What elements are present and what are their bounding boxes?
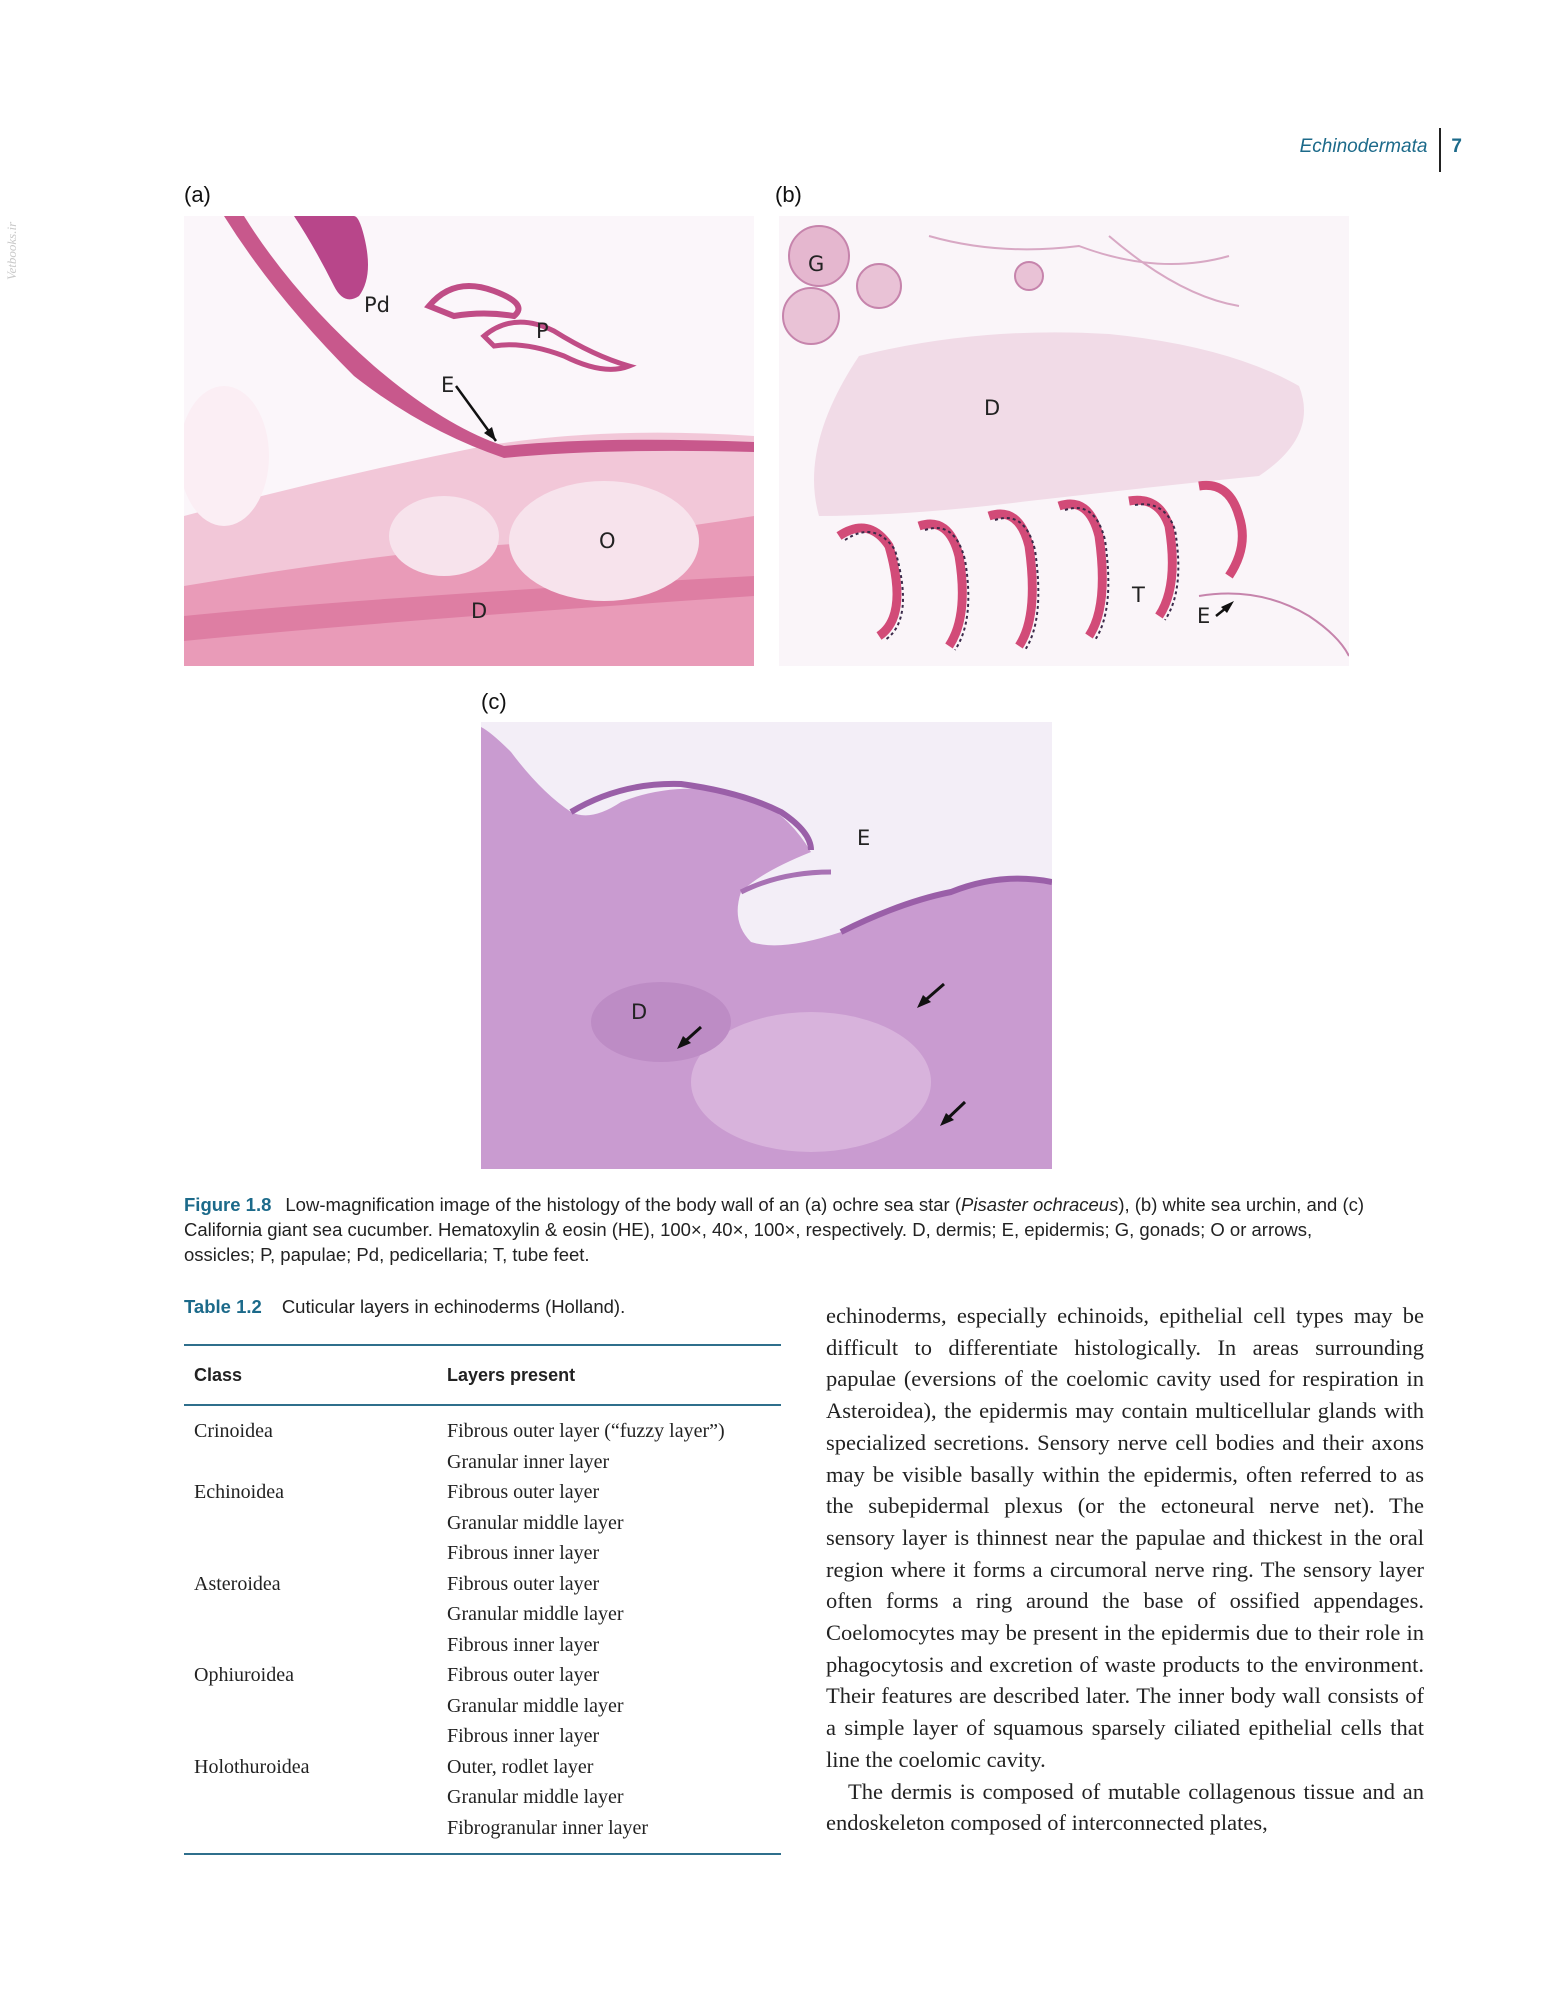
header-layers-present: Layers present <box>447 1364 576 1385</box>
annotation-d: D <box>984 396 1001 420</box>
cuticular-layers-table <box>184 1344 781 1855</box>
annotation-e: E <box>857 826 871 850</box>
panel-a-micrograph <box>184 216 754 666</box>
watermark: Vetbooks.ir <box>4 221 19 280</box>
table-title-text: Cuticular layers in echinoderms (Holland). <box>281 1296 626 1317</box>
layer-item: Granular middle layer <box>447 1603 624 1625</box>
table-row <box>184 1477 781 1569</box>
table-row <box>184 1660 781 1752</box>
page-number: 7 <box>1451 136 1462 157</box>
class-cell: Echinoidea <box>194 1481 284 1503</box>
annotation-t: T <box>1132 583 1145 607</box>
layers-cell <box>447 1477 781 1569</box>
layer-item: Fibrogranular inner layer <box>447 1816 649 1839</box>
annotation-e: E <box>1197 604 1211 628</box>
annotation-o: O <box>599 529 616 553</box>
layer-item: Fibrous outer layer (“fuzzy layer”) <box>447 1420 725 1442</box>
layer-item: Fibrous outer layer <box>447 1481 600 1503</box>
layer-item: Granular middle layer <box>447 1786 624 1808</box>
layers-cell <box>447 1660 781 1752</box>
panel-b-label: (b) <box>775 182 802 207</box>
table-row <box>184 1416 781 1477</box>
layer-item: Fibrous inner layer <box>447 1633 600 1656</box>
layer-item: Fibrous outer layer <box>447 1664 600 1686</box>
table-row <box>184 1752 781 1844</box>
table-title <box>184 1296 625 1318</box>
annotation-d: D <box>631 1000 648 1024</box>
layer-item: Granular inner layer <box>447 1450 610 1473</box>
class-cell: Asteroidea <box>194 1572 281 1595</box>
panel-b-image <box>779 216 1349 666</box>
class-cell: Ophiuroidea <box>194 1664 294 1686</box>
table-label: Table 1.2 <box>184 1296 262 1317</box>
layer-item: Outer, rodlet layer <box>447 1755 594 1778</box>
body-paragraph: The dermis is composed of mutable collagenous tissue and an endoskeleton composed of interconnected plates, <box>826 1778 1424 1836</box>
annotation-pd: Pd <box>364 293 390 317</box>
layer-item: Fibrous inner layer <box>447 1725 600 1747</box>
layers-cell <box>447 1752 781 1844</box>
layer-item: Fibrous outer layer <box>447 1572 600 1595</box>
layers-cell <box>447 1416 781 1477</box>
table-body <box>184 1406 781 1853</box>
table-bottom-rule <box>184 1853 781 1855</box>
running-header-title: Echinodermata <box>1299 136 1428 157</box>
panel-a-label: (a) <box>184 182 211 207</box>
layer-item: Granular middle layer <box>447 1511 624 1534</box>
caption-text-1: Low-magnification image of the histology of the body wall of an (a) ochre sea star ( <box>285 1194 961 1215</box>
panel-c-label: (c) <box>481 689 507 714</box>
class-cell: Holothuroidea <box>194 1755 310 1778</box>
body-text-column <box>826 1300 1424 1839</box>
header-class: Class <box>194 1364 243 1385</box>
panel-a-image <box>184 216 754 666</box>
panel-b-micrograph <box>779 216 1349 666</box>
panel-c-image <box>481 722 1052 1169</box>
class-cell: Crinoidea <box>194 1420 273 1442</box>
figure-label: Figure 1.8 <box>184 1194 272 1215</box>
annotation-d: D <box>471 599 488 623</box>
panel-c-micrograph <box>481 722 1052 1169</box>
table-header-row <box>184 1346 781 1404</box>
annotation-p: P <box>536 319 549 343</box>
figure-caption <box>184 1192 1384 1267</box>
body-paragraph: echinoderms, especially echinoids, epithelial cell types may be difficult to differentiate histologically. In areas surrounding papulae (eversions of the coelomic cavity used for respiration in Asteroidea), the epidermis may contain multicellular glands with specialized secretions. Sensory nerve cell bodies and their axons may be visible basally within the epidermis, often referred to as the subepidermal plexus (or the ectoneural nerve net). The sensory layer is thinnest near the papulae and thickest in the oral region where it forms a circumoral nerve ring. The sensory layer often forms a ring around the base of ossified appendages. Coelomocytes may be present in the epidermis due to their role in phagocytosis and excretion of waste products to the environment. Their features are described later. The inner body wall consists of a simple layer of squamous sparsely ciliated epithelial cells that line the coelomic cavity. <box>826 1303 1424 1772</box>
caption-species-italic: Pisaster ochraceus <box>961 1194 1119 1215</box>
layer-item: Fibrous inner layer <box>447 1542 600 1564</box>
running-header <box>1300 122 1462 172</box>
layers-cell <box>447 1569 781 1661</box>
annotation-g: G <box>808 252 825 276</box>
layer-item: Granular middle layer <box>447 1694 624 1717</box>
annotation-e: E <box>441 373 455 397</box>
caption-text-2: ), (b) white sea urchin, and (c) California giant sea cucumber. Hematoxylin & eosin (HE), 100×, 40×, 100×, respectively. D, dermis; E, epidermis; G, gonads; O or arrows, ossicles; P, papulae; Pd, pedicellaria; T, tube feet. <box>184 1194 1365 1265</box>
table-row <box>184 1569 781 1661</box>
